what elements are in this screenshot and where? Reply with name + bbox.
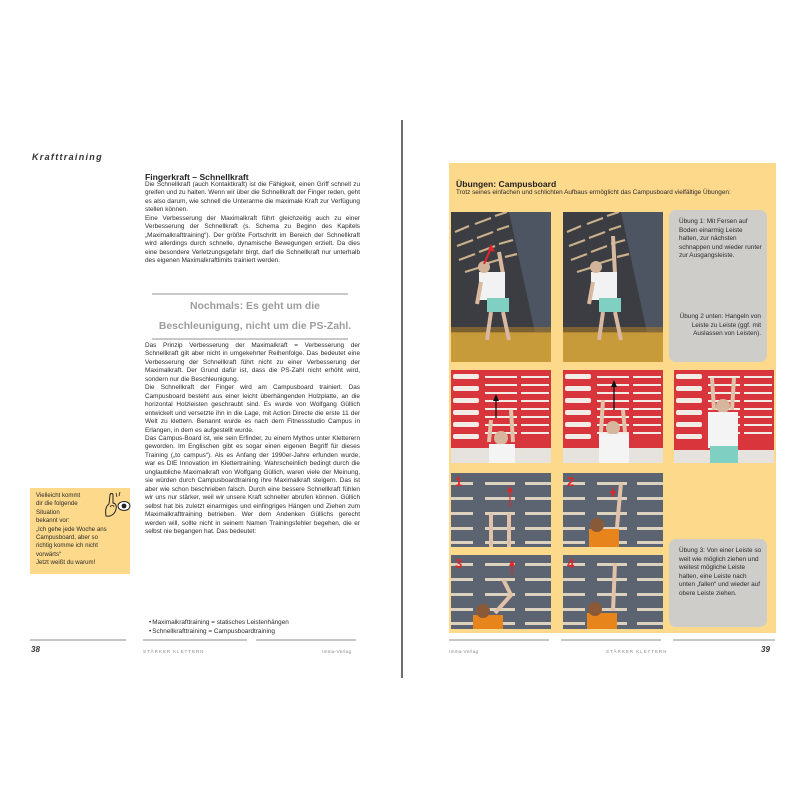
step-label: 1	[455, 474, 463, 489]
photo-exercise-2a	[451, 370, 551, 463]
paragraph: Die Schnellkraft der Finger wird am Campusboard trainiert. Das Campusboard besteht aus einer leicht überhängenden Holzplatte, an die horizontal Holzleisten geschraubt sind. Es wurde von Wolfgang Güllich entwickelt und versetzte ihn in die Lage, mit Action Directe die erste 11 der Welt zu klettern. Benannt wurde es nach dem Fitnessstudio Campus in Erlangen, in dem es aufgestellt wurde.	[145, 384, 360, 434]
callout-exercise-2: Übung 2 unten: Hangeln von Leiste zu Leiste (ggf. mit Auslassen von Leisten).	[679, 313, 761, 337]
bullet-item: • Maximalkrafttraining = statisches Leistenhängen	[149, 618, 289, 627]
tip-line: Vielleicht kommt	[36, 492, 81, 499]
footer-rule	[256, 639, 356, 641]
pull-quote-line: Beschleunigung, nicht um die PS-Zahl.	[158, 321, 352, 332]
footer-publisher: Imma-Verlag	[449, 649, 479, 654]
tip-line: bekannt vor:	[36, 517, 70, 525]
photo-exercise-2b	[563, 370, 663, 463]
callout-exercise-3	[669, 539, 767, 627]
photo-exercise-2c	[674, 370, 774, 463]
panel-heading: Übungen: Campusboard	[456, 179, 557, 189]
pull-quote	[140, 297, 370, 337]
page-number-left: 38	[31, 645, 40, 654]
photo-exercise-1b	[563, 212, 663, 362]
photo-exercise-3-step-2	[563, 473, 663, 547]
step-label: 3	[455, 556, 463, 571]
running-title: Krafttraining	[32, 152, 103, 162]
book-spine	[401, 120, 403, 678]
step-label: 4	[567, 556, 575, 571]
tip-line: richtig komme ich nicht	[36, 542, 98, 550]
footer-book-title: STÄRKER KLETTERN	[143, 649, 205, 654]
tip-line: vorwärts“	[36, 550, 62, 558]
section-heading: Fingerkraft – Schnellkraft	[145, 172, 249, 182]
footer-book-title: STÄRKER KLETTERN	[606, 649, 668, 654]
pull-quote-rule-bottom	[152, 338, 348, 340]
callout-exercise-1-2	[669, 210, 767, 362]
callout-exercise-1: Übung 1: Mit Fersen auf Boden einarmig Leiste halten, zur nächsten schnappen und wieder runter zur Ausgangsleiste.	[679, 218, 762, 259]
page-number-right: 39	[761, 645, 770, 654]
tip-line: Campusboard, aber so	[36, 534, 98, 542]
footer-publisher: Imma-Verlag	[322, 649, 352, 654]
body-text-main	[145, 342, 360, 536]
tip-line: „Ich gehe jede Woche ans	[36, 525, 107, 533]
paragraph: Die Schnellkraft (auch Kontaktkraft) ist die Fähigkeit, einen Griff schnell zu greifen und zu halten. Wenn wir über die Schnellkraft der Finger reden, geht es also darum, wie schnell die Unterarme die maximale Kraft zur Verfügung stellen können.	[145, 181, 360, 214]
paragraph: Das Prinzip Verbesserung der Maximalkraft = Verbesserung der Schnellkraft gilt aber nicht in umgekehrter Reihenfolge. Das bedeutet eine Verbesserung der Schnellkraft führt nicht zu einer Verbesserung der Maximalkraft. Der Grund dafür ist, dass die PS-Zahl nicht erhöht wird, sondern nur die Beschleunigung.	[145, 342, 360, 383]
tip-line: Situation	[36, 508, 60, 516]
photo-exercise-3-step-4	[563, 555, 663, 629]
photo-exercise-1a	[451, 212, 551, 362]
bullet-item: • Schnellkrafttraining = Campusboardtraining	[149, 627, 289, 636]
pull-quote-line: Nochmals: Es geht um die	[190, 301, 320, 312]
callout-exercise-3-text: Übung 3: Von einer Leiste so weit wie möglich ziehen und weitest mögliche Leiste halten, eine Leiste nach unten „fallen“ und wieder auf obere Leiste ziehen.	[679, 547, 762, 597]
pull-quote-rule-top	[152, 293, 348, 295]
body-text-intro	[145, 181, 360, 266]
footer-rule	[449, 639, 549, 641]
panel-intro: Trotz seines einfachen und schlichten Aufbaus ermöglicht das Campusboard vielfältige Übungen:	[456, 189, 731, 196]
footer-rule	[143, 639, 247, 641]
tip-line: Jetzt weißt du warum!	[36, 559, 96, 567]
tip-line: dir die folgende	[36, 500, 78, 508]
footer-rule	[30, 639, 126, 641]
paragraph: Das Campus-Board ist, wie sein Erfinder, zu einem Mythos unter Kletterern geworden. Im Englischen gibt es sogar einen eigenen Begriff für dieses Training („to campus“). Als es Anfang der 1990er-Jahre erfunden wurde, war es DIE Innovation im Klettertraining. Wahrscheinlich bedingt durch die unglaubliche Maximalkraft von Wolfgang Güllich, waren viele der Meinung, sie würden durch Campusboardtraining ihre Maximalkraft steigern. Das ist aber wie schon beschrieben falsch. Durch eine bessere Schnellkraft fühlen wir uns nur stärker, weil wir unsere Kraft schneller abrufen können. Güllich selbst hat bis zuletzt einarmiges und einfingriges Hängen und Ziehen zum Maximalkrafttraining betrieben. Wer dem Andenken Güllichs gerecht werden will, sollte nicht in seinem Namen Trainingsfehler begehen, die er selbst nie begangen hat. Das bedeutet:	[145, 434, 360, 535]
paragraph: Eine Verbesserung der Maximalkraft führt gleichzeitig auch zu einer Verbesserung der Schnellkraft (s. Schema zu Beginn des Kapitels „Maximalkrafttraining“). Der größte Fortschritt im Bereich der Schnellkraft wird allerdings durch schnelle, dynamische Bewegungen erzielt. Da dies eine besondere Verletzungsgefahr birgt, darf die Schnellkraft nur unterhalb des eigenen Maximalkraftlimits trainiert werden.	[145, 214, 360, 265]
photo-exercise-3-step-1	[451, 473, 551, 547]
photo-exercise-3-step-3	[451, 555, 551, 629]
bullet-list	[149, 618, 289, 636]
step-label: 2	[567, 474, 575, 489]
footer-rule	[561, 639, 661, 641]
footer-rule	[673, 639, 775, 641]
finger-eye-icon	[101, 490, 131, 520]
